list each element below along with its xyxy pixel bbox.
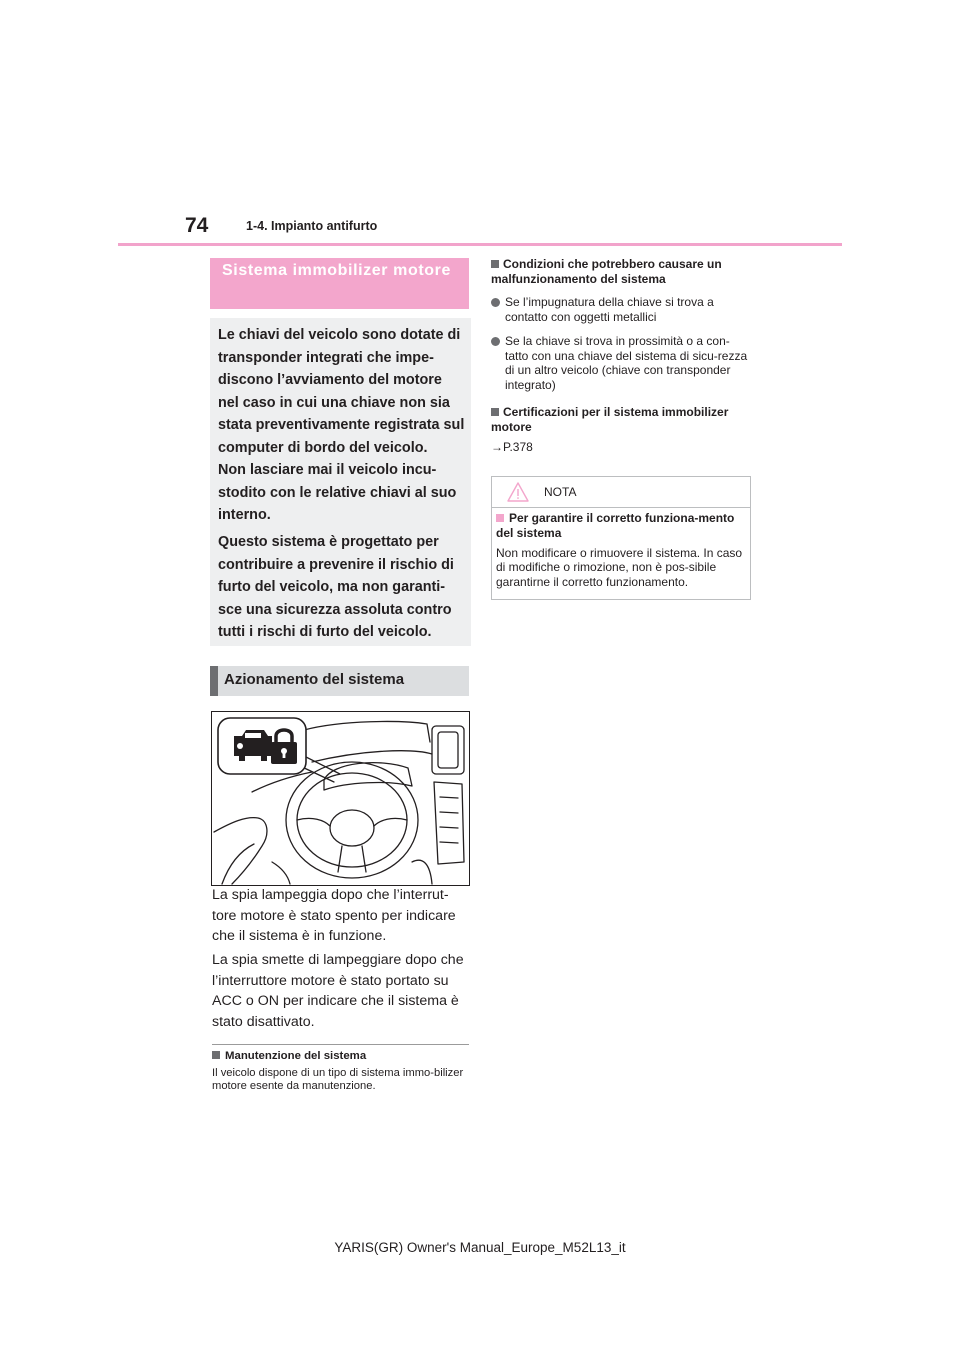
maintenance-text: Il veicolo dispone di un tipo di sistema immo-bilizer motore esente da manutenzione. xyxy=(212,1067,464,1092)
intro-paragraph: Questo sistema è progettato per contribuire a prevenire il rischio di furto del veicolo, ma non garanti-sce una sicurezza assoluta contro tutti i rischi di furto del veicolo. xyxy=(218,534,454,640)
certification-heading xyxy=(491,405,753,435)
section-title: 1-4. Impianto antifurto xyxy=(246,219,378,233)
malfunction-heading xyxy=(491,257,753,287)
nota-label: NOTA xyxy=(544,485,577,499)
nota-header xyxy=(492,477,750,508)
maintenance-heading-text: Manutenzione del sistema xyxy=(225,1050,367,1062)
page-number: 74 xyxy=(185,214,209,237)
intro-paragraph: Le chiavi del veicolo sono dotate di transponder integrati che impe-discono l’avviamento del motore nel caso in cui una chiave non sia stata preventivamente registrata sul computer di bordo del veicolo. xyxy=(218,327,465,456)
square-bullet-icon xyxy=(212,1051,220,1059)
header-rule xyxy=(118,243,842,246)
nota-box xyxy=(491,476,751,600)
nota-title-text: Per garantire il corretto funziona-mento del sistema xyxy=(496,511,735,540)
operation-paragraph: La spia lampeggia dopo che l’interrut-tore motore è stato spento per indicare che il sistema è in funzione. xyxy=(212,887,456,944)
maintenance-heading xyxy=(212,1050,366,1062)
page-reference-link[interactable]: →P.378 xyxy=(491,440,533,454)
operation-paragraph: La spia smette di lampeggiare dopo che l’interruttore motore è stato portato su ACC o ON per indicare che il sistema è stato disattivato. xyxy=(212,952,464,1030)
nota-text: Non modificare o rimuovere il sistema. In caso di modifiche o rimozione, non è pos-sibile garantirne il corretto funzionamento. xyxy=(496,546,743,589)
square-bullet-icon xyxy=(491,260,499,268)
square-bullet-icon xyxy=(491,408,499,416)
immobilizer-banner-title: Sistema immobilizer motore xyxy=(222,262,451,279)
divider xyxy=(212,1044,469,1045)
nota-title xyxy=(496,511,746,541)
square-bullet-icon xyxy=(496,514,504,522)
intro-paragraph: Non lasciare mai il veicolo incu-stodito con le relative chiavi al suo interno. xyxy=(218,462,457,523)
system-operation-title: Azionamento del sistema xyxy=(224,671,405,688)
dashboard-illustration xyxy=(211,711,470,886)
page-footer: YARIS(GR) Owner's Manual_Europe_M52L13_it xyxy=(334,1240,626,1255)
malfunction-heading-text: Condizioni che potrebbero causare un malfunzionamento del sistema xyxy=(491,257,722,286)
certification-heading-text: Certificazioni per il sistema immobilizer motore xyxy=(491,405,729,434)
steering-wheel-drawing xyxy=(212,712,469,885)
list-item: Se l’impugnatura della chiave si trova a contatto con oggetti metallici xyxy=(491,295,753,324)
list-item: Se la chiave si trova in prossimità o a con-tatto con una chiave del sistema di sicu-rezza di un altro veicolo (chiave con transponder integrato) xyxy=(491,334,753,392)
warning-triangle-icon xyxy=(507,482,529,502)
intro-box xyxy=(210,318,471,646)
immobilizer-banner xyxy=(210,258,469,309)
system-operation-banner xyxy=(210,666,469,696)
